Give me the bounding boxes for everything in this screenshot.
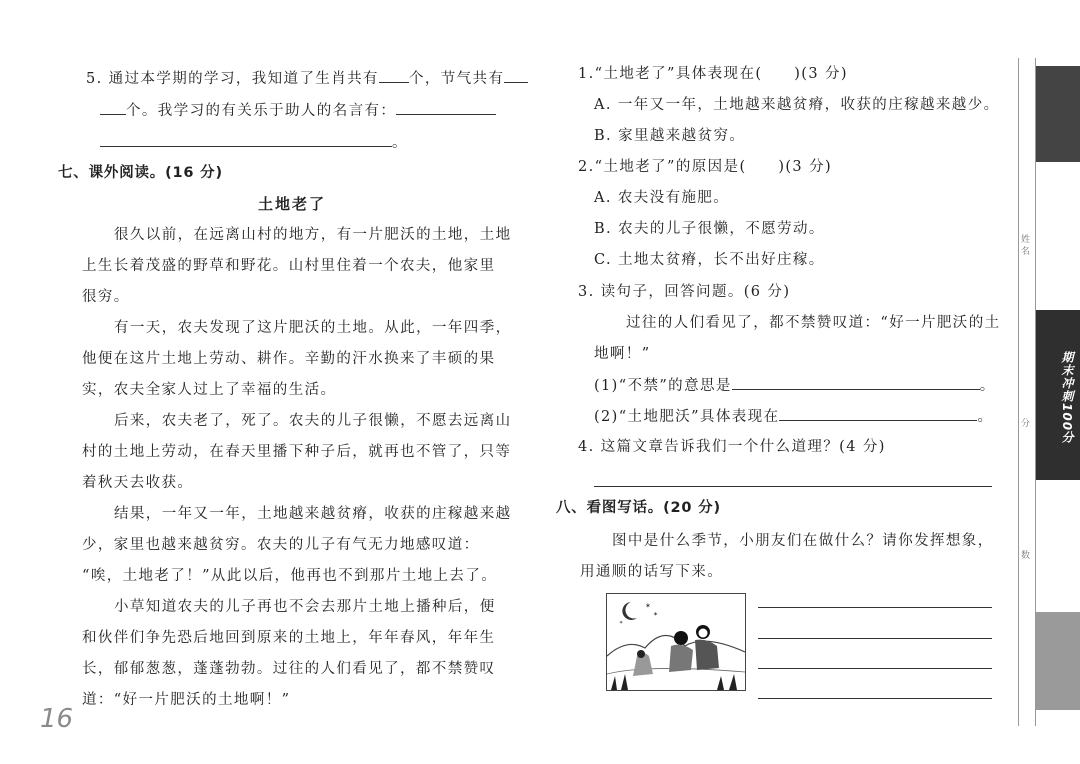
story-line: 小草知道农夫的儿子再也不会去那片土地上播种后，便	[114, 599, 496, 615]
q1-option-a[interactable]: A. 一年又一年，土地越来越贫瘠，收获的庄稼越来越少。	[594, 97, 1000, 113]
story-line: 很久以前，在远离山村的地方，有一片肥沃的土地，土地	[114, 227, 512, 243]
writing-line[interactable]	[758, 607, 992, 608]
q5-text-c: 个。我学习的有关乐于助人的名言有：	[126, 103, 397, 119]
q5-blank-zodiac[interactable]	[379, 68, 409, 83]
q2-option-c[interactable]: C. 土地太贫瘠，长不出好庄稼。	[594, 252, 825, 268]
story-line: 着秋天去收获。	[82, 475, 194, 491]
story-line: 实，农夫全家人过上了幸福的生活。	[82, 382, 337, 398]
q5-end-mark: 。	[392, 135, 408, 151]
margin-char: 姓	[1021, 235, 1031, 245]
child-body	[669, 645, 693, 672]
q5-text-b: 个，节气共有	[408, 71, 505, 87]
q1-option-b[interactable]: B. 家里越来越贫穷。	[594, 128, 746, 144]
brand-label: 期末冲刺100分	[1060, 351, 1074, 445]
story-line: 上生长着茂盛的野草和野花。山村里住着一个农夫，他家里	[82, 258, 496, 274]
story-line: 少，家里也越来越贫穷。农夫的儿子有气无力地感叹道：	[82, 537, 480, 553]
q3-sub1	[594, 375, 996, 396]
writing-line[interactable]	[758, 638, 992, 639]
star-icon: ✶	[653, 611, 659, 618]
story-line: 他便在这片土地上劳动、耕作。辛勤的汗水换来了丰硕的果	[82, 351, 496, 367]
page-number: 16	[40, 704, 74, 734]
q3-sub2-end: 。	[977, 409, 994, 425]
story-line: 有一天，农夫发现了这片肥沃的土地。从此，一年四季，	[114, 320, 512, 336]
q3-sub2-answer-line[interactable]	[779, 406, 977, 421]
writing-line[interactable]	[758, 668, 992, 669]
margin-strip-bottom	[1036, 612, 1080, 710]
q5-blank-terms-cont[interactable]	[100, 100, 126, 115]
star-icon: ✶	[619, 620, 624, 626]
margin-char: 分	[1021, 419, 1031, 429]
story-line: 结果，一年又一年，土地越来越贫瘠，收获的庄稼越来越	[114, 506, 512, 522]
q3-quote-line1: 过往的人们看见了，都不禁赞叹道：“好一片肥沃的土	[626, 315, 1001, 331]
section8-heading: 八、看图写话。(20 分)	[556, 500, 721, 516]
q5-blank-quote[interactable]	[396, 100, 496, 115]
story-line: 很穷。	[82, 289, 130, 305]
margin-char: 数	[1021, 551, 1031, 561]
margin-strip-top	[1036, 66, 1080, 162]
story-line: 道：“好一片肥沃的土地啊！”	[82, 692, 291, 708]
q2-stem: 2.“土地老了”的原因是( )(3 分)	[578, 159, 833, 175]
section8-prompt-line2: 用通顺的话写下来。	[580, 564, 724, 580]
q3-quote-line2: 地啊！”	[594, 346, 651, 362]
q3-sub2-label: (2)“土地肥沃”具体表现在	[594, 409, 780, 425]
section8-prompt-line1: 图中是什么季节，小朋友们在做什么？请你发挥想象，	[612, 533, 994, 549]
q5-line2	[100, 100, 496, 121]
q4-stem: 4. 这篇文章告诉我们一个什么道理？(4 分)	[578, 439, 886, 455]
q5-line3	[100, 132, 408, 153]
story-line: 后来，农夫老了，死了。农夫的儿子很懒，不愿去远离山	[114, 413, 512, 429]
q3-sub1-label: (1)“不禁”的意思是	[594, 378, 732, 394]
grass-tufts	[611, 674, 737, 690]
story-line: 长，郁郁葱葱，蓬蓬勃勃。过往的人们看见了，都不禁赞叹	[82, 661, 496, 677]
night-scene-illustration	[606, 593, 746, 691]
section7-heading: 七、课外阅读。(16 分)	[58, 165, 223, 181]
child-body	[695, 640, 719, 670]
q4-answer-line[interactable]	[594, 486, 992, 487]
crescent-moon-icon	[622, 602, 637, 620]
q2-option-b[interactable]: B. 农夫的儿子很懒，不愿劳动。	[594, 221, 825, 237]
child-head-icon	[637, 650, 645, 658]
q3-sub1-answer-line[interactable]	[732, 375, 980, 390]
story-line: “唉，土地老了！”从此以后，他再也不到那片土地上去了。	[82, 568, 498, 584]
story-line: 村的土地上劳动，在春天里播下种子后，就再也不管了，只等	[82, 444, 512, 460]
writing-line[interactable]	[758, 698, 992, 699]
q2-option-a[interactable]: A. 农夫没有施肥。	[594, 190, 730, 206]
illustration-svg	[607, 594, 745, 690]
story-title: 土地老了	[258, 195, 327, 213]
q3-stem: 3. 读句子，回答问题。(6 分)	[578, 284, 791, 300]
star-icon: ✶	[645, 602, 651, 610]
q5-line1	[86, 68, 528, 89]
q5-blank-terms[interactable]	[504, 68, 528, 83]
story-line: 和伙伴们争先恐后地回到原来的土地上，年年春风，年年生	[82, 630, 496, 646]
q5-blank-quote-cont[interactable]	[100, 132, 392, 147]
q3-sub2	[594, 406, 993, 427]
child-face	[699, 629, 708, 638]
child-head-icon	[674, 631, 688, 645]
q3-sub1-end: 。	[979, 378, 996, 394]
q5-text-a: 5. 通过本学期的学习，我知道了生肖共有	[86, 71, 379, 87]
binding-margin	[1018, 58, 1036, 726]
q1-stem: 1.“土地老了”具体表现在( )(3 分)	[578, 66, 848, 82]
margin-char: 名	[1021, 247, 1031, 257]
